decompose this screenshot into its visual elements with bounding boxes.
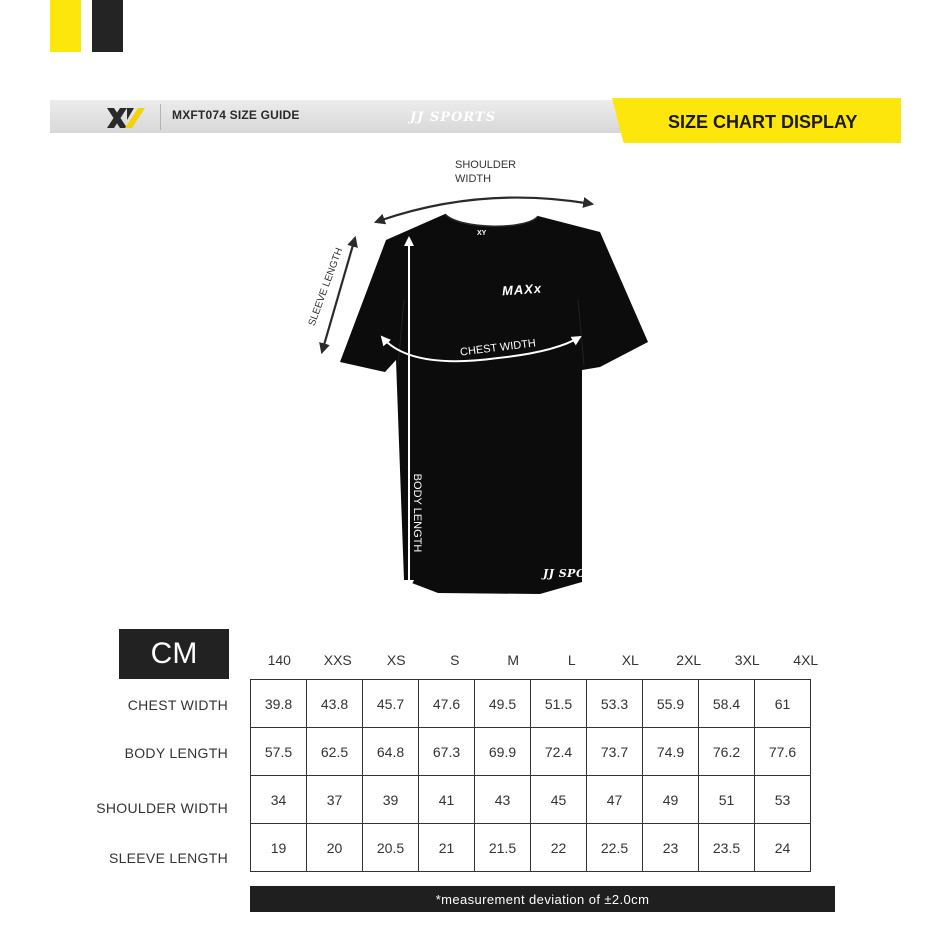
table-cell: 22 bbox=[531, 824, 587, 872]
table-cell: 74.9 bbox=[643, 728, 699, 776]
table-cell: 53 bbox=[755, 776, 811, 824]
table-cell: 61 bbox=[755, 680, 811, 728]
body-length-label: BODY LENGTH bbox=[411, 473, 423, 553]
table-cell: 51.5 bbox=[531, 680, 587, 728]
table-cell: 64.8 bbox=[363, 728, 419, 776]
tshirt-shape bbox=[340, 214, 648, 594]
table-row bbox=[251, 776, 811, 824]
size-header: S bbox=[450, 652, 460, 668]
table-cell: 24 bbox=[755, 824, 811, 872]
measurement-note: *measurement deviation of ±2.0cm bbox=[250, 886, 835, 912]
size-chart-display-title: SIZE CHART DISPLAY bbox=[668, 112, 858, 132]
unit-badge: CM bbox=[119, 629, 229, 679]
table-cell: 21 bbox=[419, 824, 475, 872]
table-cell: 73.7 bbox=[587, 728, 643, 776]
shoulder-width-arrow bbox=[376, 198, 592, 222]
table-cell: 53.3 bbox=[587, 680, 643, 728]
corner-accent-dark bbox=[92, 0, 123, 52]
table-cell: 23.5 bbox=[699, 824, 755, 872]
row-label-body-length: BODY LENGTH bbox=[124, 745, 228, 761]
table-row bbox=[251, 824, 811, 872]
table-cell: 76.2 bbox=[699, 728, 755, 776]
size-header: XL bbox=[621, 652, 639, 668]
chest-brand-print: MAXx bbox=[501, 280, 543, 299]
table-cell: 39 bbox=[363, 776, 419, 824]
table-cell: 49 bbox=[643, 776, 699, 824]
table-cell: 45.7 bbox=[363, 680, 419, 728]
size-header: M bbox=[507, 652, 520, 668]
size-header: XS bbox=[386, 652, 406, 668]
row-label-shoulder-width: SHOULDER WIDTH bbox=[96, 800, 228, 816]
size-guide-title: MXFT074 SIZE GUIDE bbox=[172, 108, 300, 122]
table-cell: 49.5 bbox=[475, 680, 531, 728]
table-cell: 21.5 bbox=[475, 824, 531, 872]
table-cell: 67.3 bbox=[419, 728, 475, 776]
table-cell: 57.5 bbox=[251, 728, 307, 776]
table-cell: 45 bbox=[531, 776, 587, 824]
size-header: XXS bbox=[323, 652, 352, 668]
table-cell: 47.6 bbox=[419, 680, 475, 728]
table-cell: 43.8 bbox=[307, 680, 363, 728]
tshirt-diagram bbox=[300, 150, 680, 610]
table-cell: 22.5 bbox=[587, 824, 643, 872]
table-cell: 43 bbox=[475, 776, 531, 824]
header-watermark: JJ SPORTS bbox=[410, 110, 496, 125]
sleeve-length-label: SLEEVE LENGTH bbox=[306, 246, 346, 328]
size-header: 4XL bbox=[793, 652, 819, 668]
corner-accent-yellow bbox=[50, 0, 81, 52]
table-cell: 72.4 bbox=[531, 728, 587, 776]
table-cell: 69.9 bbox=[475, 728, 531, 776]
size-header: 3XL bbox=[734, 652, 760, 668]
table-row bbox=[251, 728, 811, 776]
table-cell: 39.8 bbox=[251, 680, 307, 728]
table-cell: 58.4 bbox=[699, 680, 755, 728]
row-label-sleeve-length: SLEEVE LENGTH bbox=[108, 850, 228, 866]
brand-logo-icon bbox=[105, 105, 147, 131]
table-cell: 34 bbox=[251, 776, 307, 824]
table-cell: 77.6 bbox=[755, 728, 811, 776]
table-cell: 51 bbox=[699, 776, 755, 824]
logo-separator bbox=[160, 104, 161, 130]
table-cell: 23 bbox=[643, 824, 699, 872]
shirt-watermark: JJ SPORTS bbox=[543, 567, 613, 580]
size-header: 2XL bbox=[676, 652, 702, 668]
row-label-chest-width: CHEST WIDTH bbox=[127, 697, 228, 713]
table-cell: 55.9 bbox=[643, 680, 699, 728]
table-cell: 62.5 bbox=[307, 728, 363, 776]
table-cell: 20 bbox=[307, 824, 363, 872]
table-row bbox=[251, 680, 811, 728]
table-cell: 37 bbox=[307, 776, 363, 824]
collar-logo-print: XY bbox=[477, 230, 487, 237]
table-cell: 47 bbox=[587, 776, 643, 824]
table-cell: 20.5 bbox=[363, 824, 419, 872]
chest-width-label: CHEST WIDTH bbox=[459, 337, 537, 359]
size-header: L bbox=[567, 652, 576, 668]
size-chart-table bbox=[250, 679, 811, 872]
shoulder-width-label: SHOULDER WIDTH bbox=[455, 159, 517, 185]
table-cell: 41 bbox=[419, 776, 475, 824]
table-cell: 19 bbox=[251, 824, 307, 872]
size-header: 140 bbox=[267, 652, 291, 668]
